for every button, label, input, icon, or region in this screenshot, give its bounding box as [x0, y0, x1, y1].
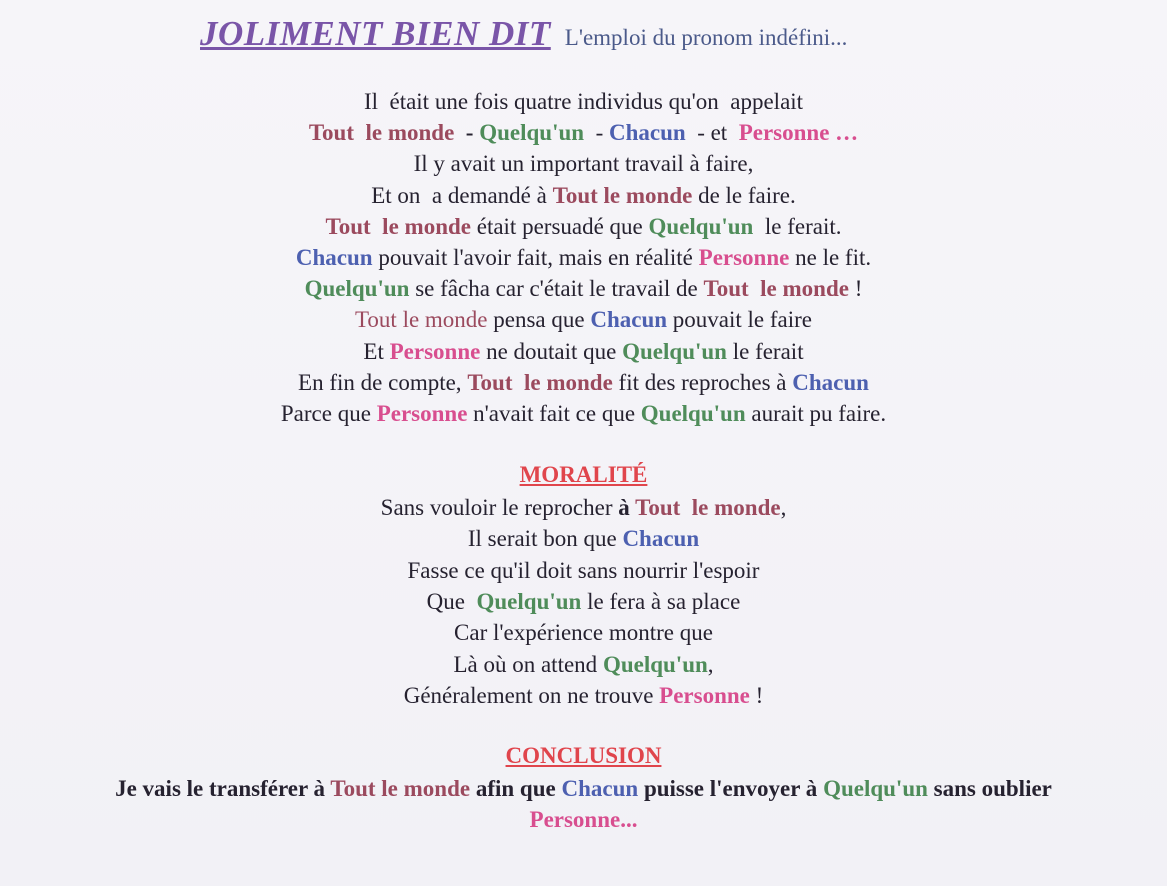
text-segment: Fasse ce qu'il doit sans nourrir l'espoir: [407, 557, 760, 583]
text-segment: le ferait.: [753, 213, 842, 239]
text-segment: fit des reproches à: [612, 369, 793, 395]
text-segment: afin que: [470, 776, 562, 801]
text-segment: ,: [780, 495, 787, 520]
text-segment: à: [618, 495, 636, 520]
text-line: [0, 148, 1167, 179]
text-segment: Car l'expérience montre que: [454, 620, 713, 646]
personne-name: Personne …: [738, 120, 859, 146]
tout-le-monde-name: Tout le monde: [354, 307, 488, 333]
text-segment: Je vais le transférer à: [115, 776, 331, 801]
text-line: [0, 680, 1167, 711]
quelqu-un-name: Quelqu'un: [622, 338, 727, 364]
text-segment: pensa que: [487, 307, 591, 333]
text-line: [0, 492, 1167, 523]
text-line: [0, 804, 1167, 835]
text-segment: !: [848, 276, 863, 302]
text-segment: Et on a demandé à: [371, 182, 553, 208]
text-segment: !: [749, 682, 764, 708]
text-line: [0, 649, 1167, 680]
text-segment: -: [584, 120, 609, 146]
text-segment: Et: [363, 338, 390, 364]
chacun-name: Chacun: [295, 245, 373, 270]
text-line: [0, 117, 1167, 148]
text-segment: - et: [685, 120, 739, 146]
text-line: [0, 367, 1167, 398]
personne-name: Personne: [389, 338, 481, 364]
text-line: [0, 398, 1167, 429]
chacun-name: Chacun: [608, 120, 686, 146]
personne-name: Personne: [698, 245, 790, 270]
text-segment: ne le fit.: [789, 245, 872, 270]
quelqu-un-name: Quelqu'un: [479, 120, 585, 146]
page-subtitle: L'emploi du pronom indéfini...: [564, 25, 848, 50]
text-segment: Là où on attend: [453, 651, 603, 677]
text-line: [0, 86, 1167, 117]
conclusion-heading: CONCLUSION: [505, 743, 662, 768]
tout-le-monde-name: Tout le monde: [308, 120, 455, 146]
text-line: [0, 211, 1167, 242]
quelqu-un-name: Quelqu'un: [823, 776, 928, 801]
chacun-name: Chacun: [561, 776, 639, 801]
text-line: [0, 617, 1167, 648]
chacun-name: Chacun: [622, 526, 700, 552]
text-segment: pouvait l'avoir fait, mais en réalité: [372, 245, 699, 270]
header: [200, 14, 847, 54]
text-segment: Généralement on ne trouve: [403, 682, 660, 708]
tout-le-monde-name: Tout le monde: [325, 213, 471, 239]
quelqu-un-name: Quelqu'un: [304, 276, 410, 302]
quelqu-un-name: Quelqu'un: [648, 213, 754, 239]
text-line: [0, 555, 1167, 586]
text-segment: Il serait bon que: [467, 526, 623, 552]
text-line: [0, 304, 1167, 335]
tout-le-monde-name: Tout le monde: [467, 369, 613, 395]
text-line: [0, 586, 1167, 617]
personne-name: Personne: [376, 401, 468, 426]
text-segment: En fin de compte,: [298, 369, 468, 395]
personne-name: Personne: [659, 682, 750, 708]
text-segment: n'avait fait ce que: [467, 401, 641, 426]
personne-name: Personne...: [529, 807, 638, 832]
text-segment: Sans vouloir le reprocher: [380, 495, 619, 520]
text-segment: Parce que: [280, 401, 377, 426]
text-segment: ,: [707, 651, 714, 677]
text-segment: aurait pu faire.: [745, 401, 887, 426]
text-line: [0, 273, 1167, 304]
quelqu-un-name: Quelqu'un: [640, 401, 746, 426]
text-segment: était persuadé que: [470, 213, 649, 239]
text-segment: ne doutait que: [480, 338, 623, 364]
page-title: JOLIMENT BIEN DIT: [200, 14, 551, 53]
text-line: [0, 180, 1167, 211]
tout-le-monde-name: Tout le monde: [703, 276, 849, 302]
text-segment: le fera à sa place: [581, 588, 741, 614]
tout-le-monde-name: Tout le monde: [552, 182, 693, 208]
text-segment: sans oublier: [927, 776, 1052, 801]
tout-le-monde-name: Tout le monde: [635, 495, 781, 520]
text-segment: Que: [426, 588, 477, 614]
chacun-name: Chacun: [590, 307, 668, 333]
text-segment: puisse l'envoyer à: [638, 776, 824, 801]
quelqu-un-name: Quelqu'un: [476, 588, 582, 614]
text-segment: Il y avait un important travail à faire,: [413, 151, 754, 177]
text-segment: se fâcha car c'était le travail de: [409, 276, 704, 302]
text-segment: -: [454, 120, 480, 146]
text-segment: pouvait le faire: [667, 307, 813, 333]
tout-le-monde-name: Tout le monde: [330, 776, 471, 801]
quelqu-un-name: Quelqu'un: [602, 651, 708, 677]
text-segment: Il était une fois quatre individus qu'on appelait: [363, 89, 804, 114]
text-line: [0, 242, 1167, 273]
chacun-name: Chacun: [792, 369, 869, 395]
text-line: [0, 523, 1167, 554]
text-segment: de le faire.: [692, 182, 796, 208]
moralite-heading: MORALITÉ: [519, 462, 648, 487]
text-line: [0, 336, 1167, 367]
text-line: [0, 773, 1167, 804]
text-segment: le ferait: [726, 338, 804, 364]
